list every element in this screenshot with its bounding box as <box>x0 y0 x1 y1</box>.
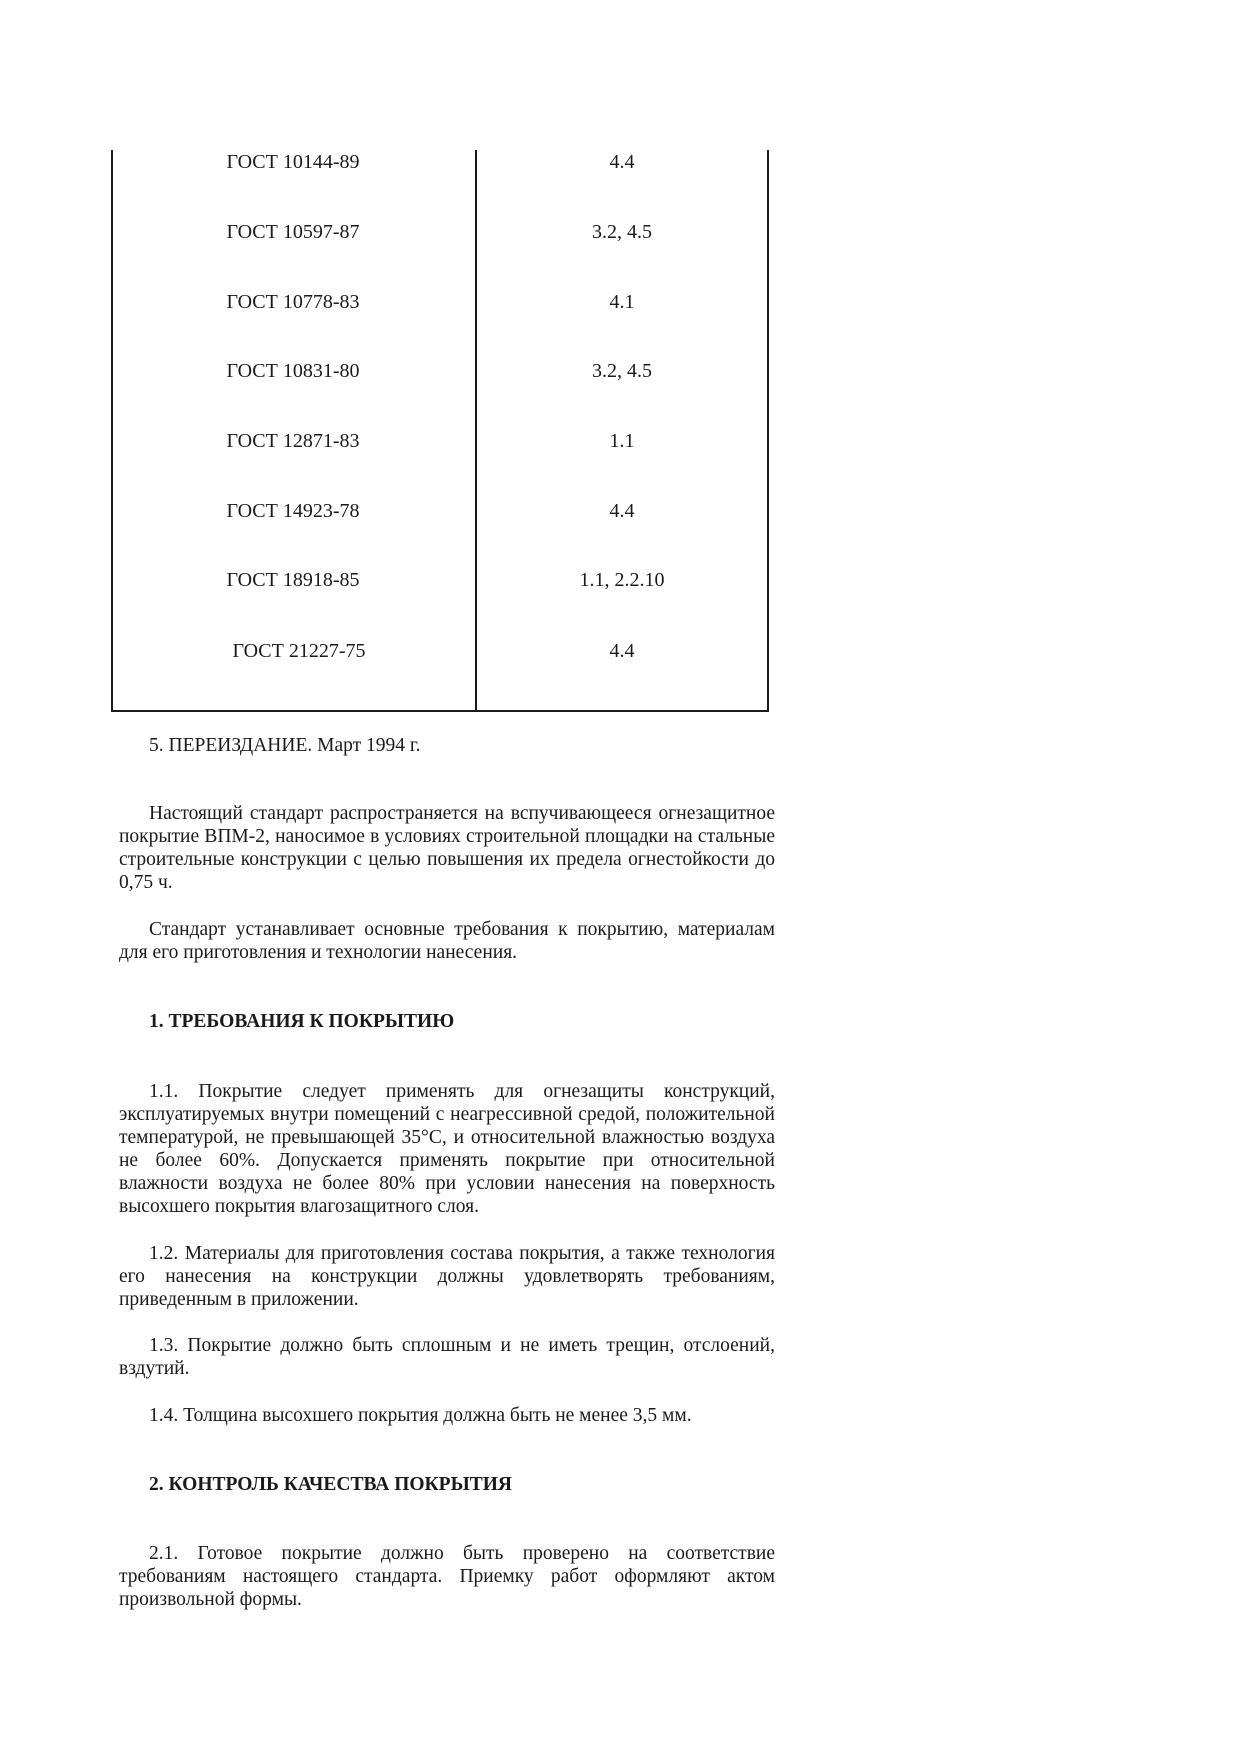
clauses-cell: 4.4 <box>609 151 635 173</box>
clauses-cell: 4.1 <box>609 291 635 313</box>
table-row-separator <box>111 614 113 616</box>
clauses-cell: 3.2, 4.5 <box>592 360 652 382</box>
standard-cell: ГОСТ 12871-83 <box>226 430 360 452</box>
clause-1-2: 1.2. Материалы для приготовления состава покрытия, а также технология его нанесения на конструкции должны удовлетворять требованиям, приведенным в приложении. <box>119 1243 775 1310</box>
table-row <box>111 220 769 260</box>
table-row <box>111 150 769 190</box>
table-row <box>111 359 769 399</box>
standard-cell: ГОСТ 10144-89 <box>226 151 360 173</box>
standard-cell: ГОСТ 14923-78 <box>226 500 360 522</box>
requirements-paragraph: Стандарт устанавливает основные требования к покрытию, материалам для его приготовления и технологии нанесения. <box>119 919 775 963</box>
table-row <box>111 499 769 539</box>
section-2-heading: 2. КОНТРОЛЬ КАЧЕСТВА ПОКРЫТИЯ <box>149 1474 512 1495</box>
standard-cell: ГОСТ 18918-85 <box>226 569 360 591</box>
standard-cell: ГОСТ 10831-80 <box>226 360 360 382</box>
reference-table <box>111 150 769 712</box>
reissue-note: 5. ПЕРЕИЗДАНИЕ. Март 1994 г. <box>149 735 421 756</box>
clause-2-1: 2.1. Готовое покрытие должно быть проверено на соответствие требованиям настоящего стандарта. Приемку работ оформляют актом произвольной формы. <box>119 1543 775 1610</box>
table-border-bottom <box>111 710 769 712</box>
table-row <box>111 290 769 330</box>
standard-cell: ГОСТ 10597-87 <box>226 221 360 243</box>
clauses-cell: 3.2, 4.5 <box>592 221 652 243</box>
clause-1-3: 1.3. Покрытие должно быть сплошным и не иметь трещин, отслоений, вздутий. <box>119 1335 775 1379</box>
clauses-cell: 4.4 <box>609 640 635 662</box>
clause-1-4: 1.4. Толщина высохшего покрытия должна быть не менее 3,5 мм. <box>149 1405 692 1426</box>
scope-paragraph: Настоящий стандарт распространяется на вспучивающееся огнезащитное покрытие ВПМ-2, наносимое в условиях строительной площадки на стальные строительные конструкции с целью повышения их предела огнестойкости до 0,75 ч. <box>119 803 775 893</box>
clause-1-1: 1.1. Покрытие следует применять для огнезащиты конструкций, эксплуатируемых внутри помещений с неагрессивной средой, положительной температурой, не превышающей 35°С, и относительной влажностью воздуха не более 60%. Допускается применять покрытие при относительной влажности воздуха не более 80% при условии нанесения на поверхность высохшего покрытия влагозащитного слоя. <box>119 1081 775 1217</box>
table-row <box>111 429 769 469</box>
clauses-cell: 4.4 <box>609 500 635 522</box>
clauses-cell: 1.1, 2.2.10 <box>579 569 665 591</box>
standard-cell: ГОСТ 21227-75 <box>232 640 366 662</box>
table-row <box>111 639 769 679</box>
standard-cell: ГОСТ 10778-83 <box>226 291 360 313</box>
table-row <box>111 568 769 608</box>
clauses-cell: 1.1 <box>609 430 635 452</box>
section-1-heading: 1. ТРЕБОВАНИЯ К ПОКРЫТИЮ <box>149 1011 455 1032</box>
